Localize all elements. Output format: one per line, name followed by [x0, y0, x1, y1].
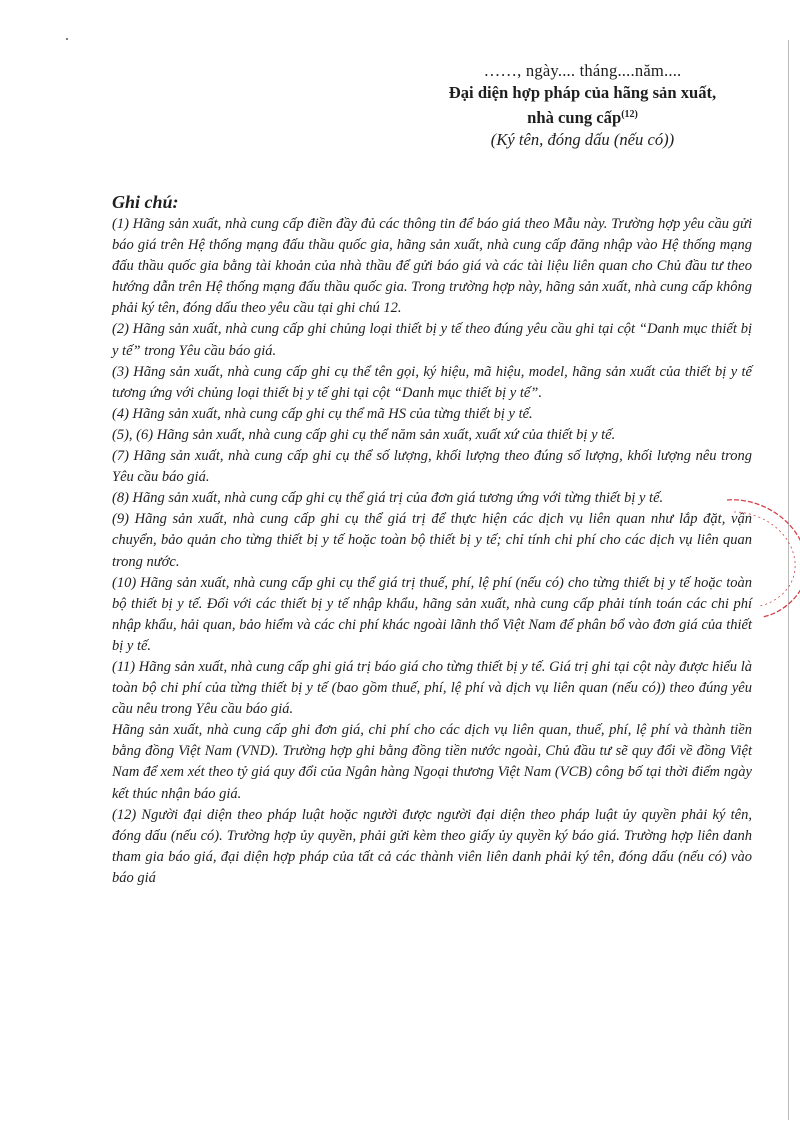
note-item: (2) Hãng sản xuất, nhà cung cấp ghi chủng loại thiết bị y tế theo đúng yêu cầu ghi tại cột “Danh mục thiết bị y tế” trong Yêu cầu báo giá.: [112, 321, 752, 359]
representative-line-1: Đại diện hợp pháp của hãng sản xuất,: [448, 83, 717, 102]
stamp-inner-arc: [734, 512, 795, 606]
notes-section: [112, 190, 752, 889]
note-item: (12) Người đại diện theo pháp luật hoặc người được người đại diện theo pháp luật ủy quyền phải ký tên, đóng dấu (nếu có). Trường hợp ủy quyền, phải gửi kèm theo giấy ủy quyền ký báo giá. Trường hợp liên danh tham gia báo giá, đại diện hợp pháp của tất cả các thành viên liên danh phải ký tên, đóng dấu (nếu có) vào báo giá: [112, 806, 752, 886]
note-item: (3) Hãng sản xuất, nhà cung cấp ghi cụ thể tên gọi, ký hiệu, mã hiệu, model, hãng sản xuất của thiết bị y tế tương ứng với chủng loại thiết bị y tế ghi tại cột “Danh mục thiết bị y tế”.: [112, 363, 752, 401]
note-item: (11) Hãng sản xuất, nhà cung cấp ghi giá trị báo giá cho từng thiết bị y tế. Giá trị ghi tại cột này được hiểu là toàn bộ chi phí của từng thiết bị y tế (bao gồm thuế, phí, lệ phí và dịch vụ liên quan (nếu có)) theo đúng yêu cầu nêu trong Yêu cầu báo giá.: [112, 658, 752, 718]
representative-line-2: [420, 104, 745, 129]
note-item: (9) Hãng sản xuất, nhà cung cấp ghi cụ thể giá trị để thực hiện các dịch vụ liên quan như lắp đặt, vận chuyển, bảo quản cho từng thiết bị y tế hoặc toàn bộ thiết bị y tế; chỉ tính chi phí cho các dịch vụ liên quan trong nước.: [112, 511, 752, 570]
note-item: Hãng sản xuất, nhà cung cấp ghi đơn giá, chi phí cho các dịch vụ liên quan, thuế, phí, lệ phí và thành tiền bằng đồng Việt Nam (VND). Trường hợp ghi bằng đồng tiền nước ngoài, Chủ đầu tư sẽ quy đổi về đồng Việt Nam để xem xét theo tỷ giá quy đổi của Ngân hàng Ngoại thương Việt Nam (VCB) công bố tại thời điểm ngày kết thúc nhận báo giá.: [112, 722, 752, 802]
note-item: (4) Hãng sản xuất, nhà cung cấp ghi cụ thể mã HS của từng thiết bị y tế.: [112, 405, 533, 422]
note-item: (10) Hãng sản xuất, nhà cung cấp ghi cụ thể giá trị thuế, phí, lệ phí (nếu có) cho từng thiết bị y tế hoặc toàn bộ thiết bị y tế. Đối với các thiết bị y tế nhập khẩu, hãng sản xuất, nhà cung cấp phải tính toán các chi phí nhập khẩu, hải quan, bảo hiểm và các chi phí khác ngoài lãnh thổ Việt Nam để phân bổ vào đơn giá của thiết bị y tế.: [112, 574, 752, 654]
stamp-outer-arc: [727, 500, 800, 617]
signature-block: [420, 60, 745, 151]
speck-mark: [66, 38, 68, 40]
note-item: (8) Hãng sản xuất, nhà cung cấp ghi cụ thể giá trị của đơn giá tương ứng với từng thiết bị y tế.: [112, 490, 664, 507]
sign-instruction: (Ký tên, đóng dấu (nếu có)): [490, 130, 675, 149]
date-line: ……, ngày.... tháng....năm....: [483, 61, 682, 80]
partial-stamp-mark: [722, 492, 800, 622]
representative-line-2-text: nhà cung cấp: [527, 108, 622, 127]
note-item: (5), (6) Hãng sản xuất, nhà cung cấp ghi cụ thể năm sản xuất, xuất xứ của thiết bị y tế.: [112, 426, 616, 443]
note-ref-12: (12): [621, 109, 638, 120]
note-item: (7) Hãng sản xuất, nhà cung cấp ghi cụ thể số lượng, khối lượng theo đúng số lượng, khối lượng nêu trong Yêu cầu báo giá.: [112, 448, 752, 486]
notes-heading: Ghi chú:: [112, 192, 179, 212]
note-item: (1) Hãng sản xuất, nhà cung cấp điền đầy đủ các thông tin để báo giá theo Mẫu này. Trường hợp yêu cầu gửi báo giá trên Hệ thống mạng đấu thầu quốc gia, hãng sản xuất, nhà cung cấp đăng nhập vào Hệ thống mạng đấu thầu quốc gia bằng tài khoản của nhà thầu để gửi báo giá và các tài liệu liên quan cho Chủ đầu tư theo hướng dẫn trên Hệ thống mạng đấu thầu quốc gia. Trong trường hợp này, hãng sản xuất, nhà cung cấp không phải ký tên, đóng dấu theo yêu cầu tại ghi chú 12.: [112, 216, 752, 317]
